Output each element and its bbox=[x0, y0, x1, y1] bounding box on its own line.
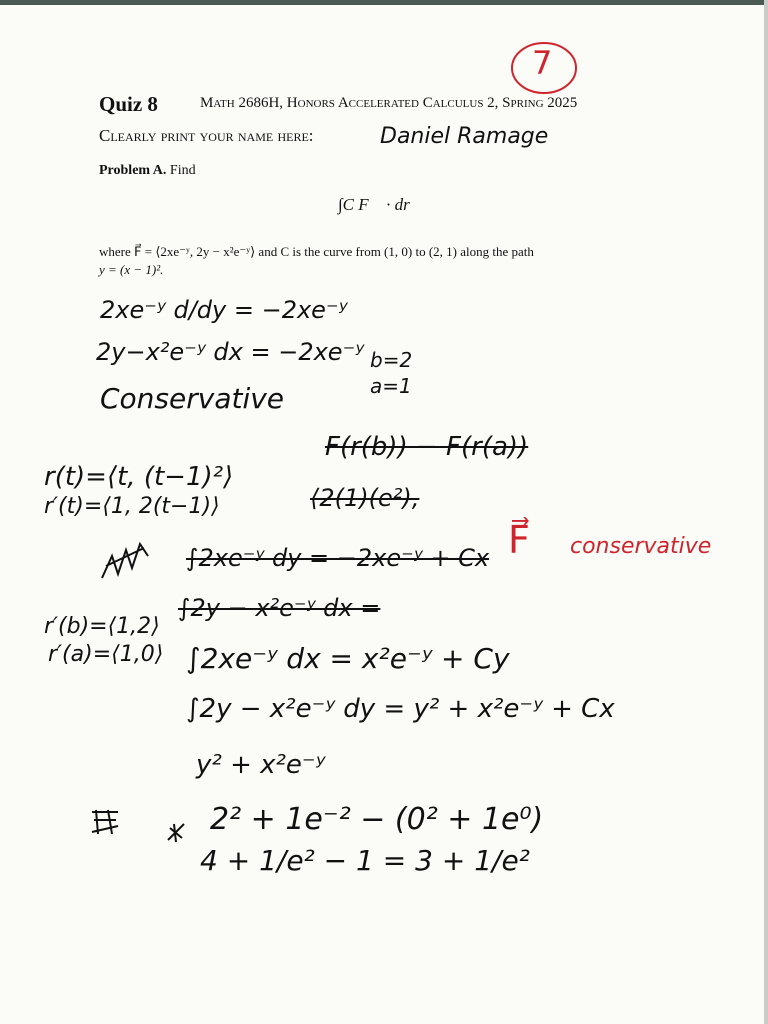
grader-vector-symbol: F⃗ bbox=[508, 518, 530, 562]
parametrization: r(t)=⟨t, (t−1)²⟩ bbox=[44, 462, 234, 492]
potential-function: y² + x²e⁻ʸ bbox=[196, 750, 326, 780]
struck-work-4: ∫2y − x²e⁻ʸ dx = bbox=[178, 594, 381, 622]
bound-a: a=1 bbox=[370, 374, 412, 398]
parametrization-derivative: r′(t)=⟨1, 2(t−1)⟩ bbox=[44, 494, 220, 519]
struck-work-3: ∫2xe⁻ʸ dy = −2xe⁻ʸ + Cx bbox=[186, 544, 490, 572]
struck-work-1: F(r(b)) − F(r(a)) bbox=[325, 432, 529, 462]
integral-dx: ∫2xe⁻ʸ dx = x²e⁻ʸ + Cy bbox=[186, 642, 510, 675]
score-value: 7 bbox=[532, 44, 553, 82]
work-line-3: Conservative bbox=[100, 382, 285, 415]
crossed-mark-right bbox=[164, 820, 188, 844]
scan-top-edge bbox=[0, 0, 768, 5]
problem-title bbox=[99, 163, 196, 179]
bound-b: b=2 bbox=[370, 348, 413, 372]
evaluation-line-1: 2² + 1e⁻² − (0² + 1e⁰) bbox=[210, 802, 544, 837]
r-prime-b: r′(b)=⟨1,2⟩ bbox=[44, 614, 160, 639]
problem-text-line-2: y = (x − 1)². bbox=[99, 262, 164, 277]
struck-work-2: ⟨2(1)(e²), bbox=[310, 484, 420, 512]
r-prime-a: r′(a)=⟨1,0⟩ bbox=[48, 642, 164, 667]
course-title: Math 2686H, Honors Accelerated Calculus 2, Spring 2025 bbox=[200, 95, 578, 111]
integral-dy: ∫2y − x²e⁻ʸ dy = y² + x²e⁻ʸ + Cx bbox=[186, 694, 615, 724]
problem-text-line-1: where F⃗ = ⟨2xe⁻ʸ, 2y − x²e⁻ʸ⟩ and C is the curve from (1, 0) to (2, 1) along the path bbox=[99, 244, 534, 259]
quiz-title: Quiz 8 bbox=[99, 92, 158, 116]
integral-expression: ∫C F⃗ · dr⃗ bbox=[338, 195, 423, 214]
crossed-mark-left bbox=[88, 806, 122, 836]
name-prompt: Clearly print your name here: bbox=[99, 126, 314, 145]
work-line-2: 2y−x²e⁻ʸ dx = −2xe⁻ʸ bbox=[96, 338, 365, 366]
scan-right-edge bbox=[764, 0, 768, 1024]
scribble-mark bbox=[96, 526, 156, 586]
problem-label: Problem A. bbox=[99, 163, 167, 178]
work-line-1: 2xe⁻ʸ d/dy = −2xe⁻ʸ bbox=[100, 296, 348, 324]
problem-instruction: Find bbox=[169, 163, 196, 178]
grader-note: conservative bbox=[570, 534, 712, 559]
student-name: Daniel Ramage bbox=[380, 124, 549, 149]
evaluation-line-2: 4 + 1/e² − 1 = 3 + 1/e² bbox=[200, 844, 530, 877]
